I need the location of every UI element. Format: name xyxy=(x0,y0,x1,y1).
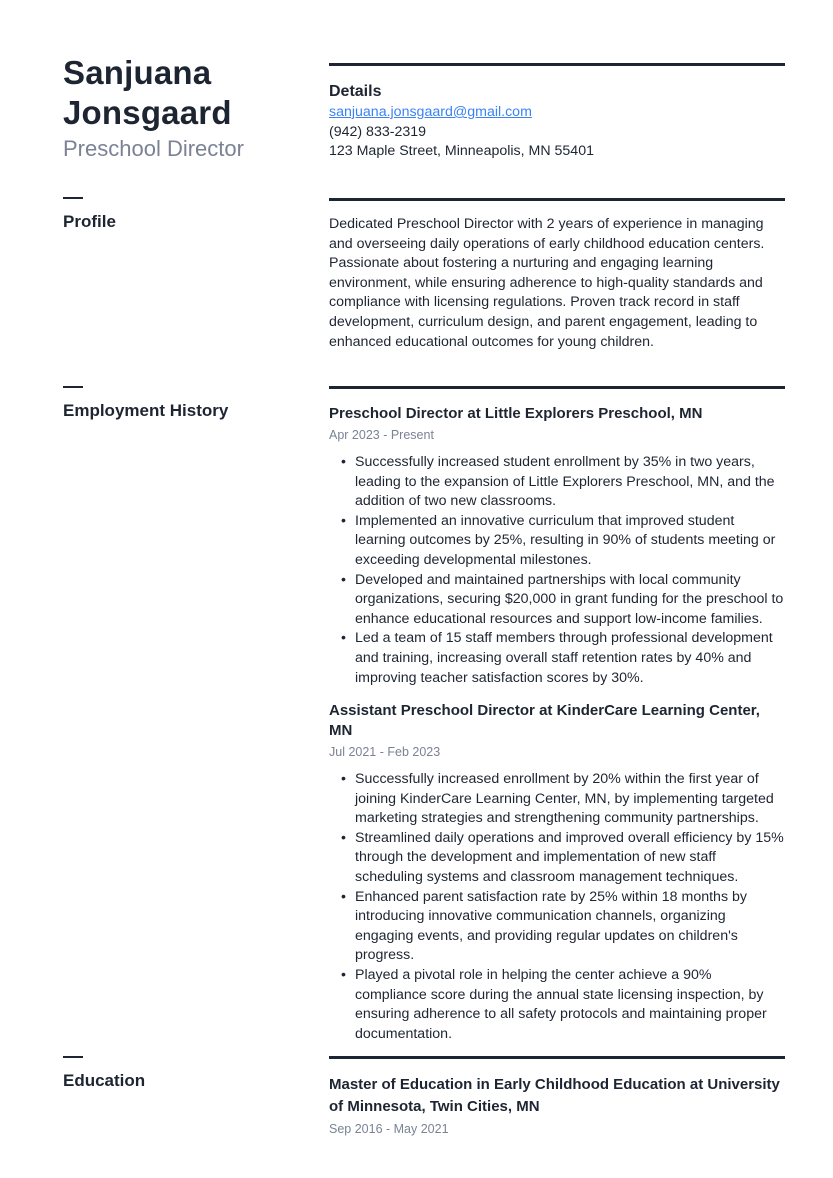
job-title-line: Preschool Director at Little Explorers Preschool, MN xyxy=(329,405,703,422)
email-link[interactable]: sanjuana.jonsgaard@gmail.com xyxy=(329,104,532,120)
list-item: • Led a team of 15 staff members through professional development and training, increasing overall staff retention rates by 40% and improving teacher satisfaction scores by 30%. xyxy=(355,629,785,688)
education-title: Education xyxy=(63,1071,146,1090)
education-entry xyxy=(329,1074,785,1138)
list-item: • Streamlined daily operations and improved overall efficiency by 15% through the development and implementation of new staff scheduling systems and classroom management techniques. xyxy=(355,829,785,888)
job-entry xyxy=(329,701,785,1044)
last-name: Jonsgaard xyxy=(63,94,232,131)
profile-marker xyxy=(63,197,83,199)
profile-title: Profile xyxy=(63,212,116,231)
address: 123 Maple Street, Minneapolis, MN 55401 xyxy=(329,143,594,160)
list-item: • Developed and maintained partnerships with local community organizations, securing $20,000 in grant funding for the preschool to enhance educational resources and support low-income families. xyxy=(355,571,785,630)
name-block xyxy=(63,53,293,164)
list-item: • Successfully increased enrollment by 20% within the first year of joining KinderCare Learning Center, MN, by implementing targeted marketing strategies and strengthening community partnerships. xyxy=(355,770,785,829)
education-divider xyxy=(329,1056,785,1059)
degree-title: Master of Education in Early Childhood Education at University of Minnesota, Twin Cities, MN xyxy=(329,1076,780,1115)
job-bullets xyxy=(329,770,785,1044)
job-entry xyxy=(329,404,785,688)
list-item: • Played a pivotal role in helping the center achieve a 90% compliance score during the annual state licensing inspection, by ensuring adherence to all safety protocols and maintaining proper documentation. xyxy=(355,966,785,1044)
education-dates: Sep 2016 - May 2021 xyxy=(329,1122,449,1136)
list-item: • Implemented an innovative curriculum that improved student learning outcomes by 25%, resulting in 90% of students meeting or exceeding developmental milestones. xyxy=(355,512,785,571)
details-title: Details xyxy=(329,83,382,100)
profile-text: Dedicated Preschool Director with 2 years of experience in managing and overseeing daily operations of early childhood education centers. Passionate about fostering a nurturing and engaging learning environment, while ensuring adherence to high-quality standards and compliance with licensing regulations. Proven track record in staff development, curriculum design, and parent engagement, leading to enhanced educational outcomes for young children. xyxy=(329,216,765,350)
first-name: Sanjuana xyxy=(63,54,212,91)
phone: (942) 833-2319 xyxy=(329,123,427,140)
profile-divider xyxy=(329,198,785,201)
job-bullets xyxy=(329,453,785,688)
details-section xyxy=(329,82,785,162)
job-dates: Apr 2023 - Present xyxy=(329,428,434,442)
details-divider xyxy=(329,63,785,66)
job-title: Preschool Director xyxy=(63,136,244,161)
employment-title: Employment History xyxy=(63,401,229,420)
employment-marker xyxy=(63,386,83,388)
list-item: • Successfully increased student enrollment by 35% in two years, leading to the expansion of Little Explorers Preschool, MN, and the addition of two new classrooms. xyxy=(355,453,785,512)
job-title-line: Assistant Preschool Director at KinderCare Learning Center, MN xyxy=(329,702,760,739)
job-dates: Jul 2021 - Feb 2023 xyxy=(329,745,441,759)
employment-divider xyxy=(329,386,785,389)
list-item: • Enhanced parent satisfaction rate by 25% within 18 months by introducing innovative communication channels, organizing engaging events, and providing regular updates on children's progress. xyxy=(355,888,785,966)
education-marker xyxy=(63,1056,83,1058)
